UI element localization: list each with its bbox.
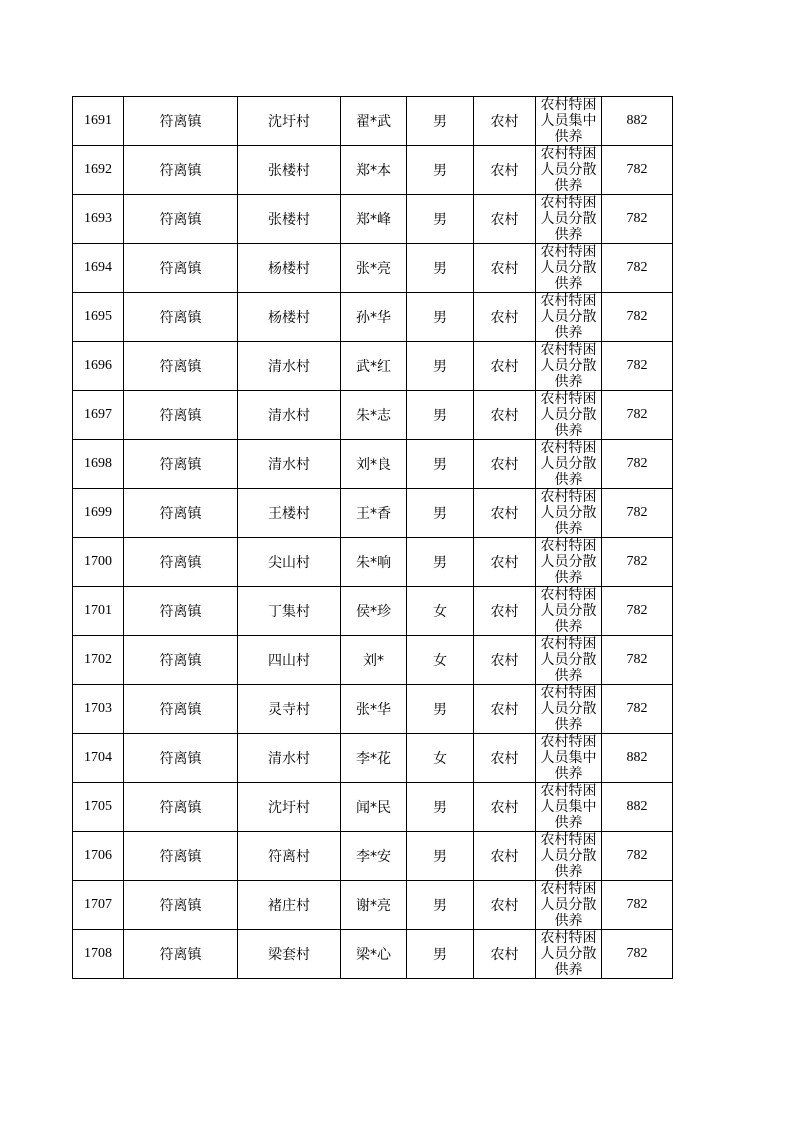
cell-amount: 782 (602, 587, 673, 636)
cell-amount: 782 (602, 636, 673, 685)
cell-village: 张楼村 (238, 195, 341, 244)
cell-area: 农村 (474, 832, 536, 881)
cell-town: 符离镇 (124, 146, 238, 195)
cell-area: 农村 (474, 146, 536, 195)
cell-type-text: 农村特困人员分散供养 (540, 146, 597, 194)
cell-gender: 男 (407, 342, 474, 391)
cell-name: 刘* (341, 636, 407, 685)
cell-type (536, 881, 602, 930)
cell-gender: 男 (407, 244, 474, 293)
cell-id: 1693 (73, 195, 124, 244)
table-body (73, 97, 673, 979)
table-row (73, 685, 673, 734)
cell-gender: 男 (407, 440, 474, 489)
cell-amount: 782 (602, 244, 673, 293)
cell-village: 清水村 (238, 440, 341, 489)
cell-id: 1694 (73, 244, 124, 293)
table-row (73, 244, 673, 293)
cell-name: 李*安 (341, 832, 407, 881)
cell-village: 杨楼村 (238, 293, 341, 342)
cell-village: 四山村 (238, 636, 341, 685)
table-row (73, 195, 673, 244)
cell-name: 武*红 (341, 342, 407, 391)
cell-type (536, 440, 602, 489)
table-row (73, 783, 673, 832)
cell-village: 丁集村 (238, 587, 341, 636)
cell-id: 1703 (73, 685, 124, 734)
cell-area: 农村 (474, 783, 536, 832)
cell-id: 1697 (73, 391, 124, 440)
cell-type-text: 农村特困人员集中供养 (540, 783, 597, 831)
table-row (73, 636, 673, 685)
cell-type (536, 538, 602, 587)
cell-amount: 782 (602, 832, 673, 881)
cell-type-text: 农村特困人员分散供养 (540, 881, 597, 929)
cell-village: 沈圩村 (238, 783, 341, 832)
cell-type-text: 农村特困人员分散供养 (540, 440, 597, 488)
cell-gender: 女 (407, 636, 474, 685)
cell-type (536, 685, 602, 734)
cell-area: 农村 (474, 685, 536, 734)
table-row (73, 146, 673, 195)
cell-id: 1698 (73, 440, 124, 489)
cell-name: 郑*峰 (341, 195, 407, 244)
cell-town: 符离镇 (124, 881, 238, 930)
cell-village: 清水村 (238, 391, 341, 440)
cell-type (536, 587, 602, 636)
cell-village: 张楼村 (238, 146, 341, 195)
cell-amount: 882 (602, 734, 673, 783)
cell-area: 农村 (474, 587, 536, 636)
cell-gender: 男 (407, 391, 474, 440)
cell-town: 符离镇 (124, 440, 238, 489)
cell-area: 农村 (474, 734, 536, 783)
cell-village: 清水村 (238, 734, 341, 783)
cell-town: 符离镇 (124, 930, 238, 979)
cell-type-text: 农村特困人员分散供养 (540, 538, 597, 586)
cell-type (536, 489, 602, 538)
cell-town: 符离镇 (124, 195, 238, 244)
cell-name: 刘*良 (341, 440, 407, 489)
cell-village: 王楼村 (238, 489, 341, 538)
cell-village: 梁套村 (238, 930, 341, 979)
cell-town: 符离镇 (124, 636, 238, 685)
cell-town: 符离镇 (124, 587, 238, 636)
cell-gender: 男 (407, 930, 474, 979)
cell-type (536, 293, 602, 342)
cell-name: 张*华 (341, 685, 407, 734)
cell-name: 侯*珍 (341, 587, 407, 636)
cell-village: 符离村 (238, 832, 341, 881)
cell-id: 1692 (73, 146, 124, 195)
cell-type (536, 342, 602, 391)
cell-amount: 782 (602, 195, 673, 244)
cell-gender: 男 (407, 685, 474, 734)
cell-amount: 782 (602, 881, 673, 930)
cell-gender: 男 (407, 293, 474, 342)
cell-amount: 782 (602, 391, 673, 440)
table-row (73, 293, 673, 342)
cell-village: 杨楼村 (238, 244, 341, 293)
cell-id: 1699 (73, 489, 124, 538)
table-row (73, 832, 673, 881)
table-row (73, 930, 673, 979)
cell-type (536, 195, 602, 244)
cell-amount: 782 (602, 489, 673, 538)
cell-type-text: 农村特困人员分散供养 (540, 489, 597, 537)
cell-amount: 782 (602, 930, 673, 979)
cell-gender: 男 (407, 146, 474, 195)
cell-name: 梁*心 (341, 930, 407, 979)
cell-type-text: 农村特困人员分散供养 (540, 244, 597, 292)
cell-area: 农村 (474, 881, 536, 930)
cell-id: 1707 (73, 881, 124, 930)
cell-area: 农村 (474, 391, 536, 440)
cell-town: 符离镇 (124, 391, 238, 440)
cell-id: 1708 (73, 930, 124, 979)
table-row (73, 489, 673, 538)
cell-town: 符离镇 (124, 783, 238, 832)
cell-area: 农村 (474, 97, 536, 146)
cell-town: 符离镇 (124, 97, 238, 146)
cell-name: 谢*亮 (341, 881, 407, 930)
cell-id: 1702 (73, 636, 124, 685)
table-row (73, 538, 673, 587)
cell-village: 尖山村 (238, 538, 341, 587)
cell-type (536, 97, 602, 146)
data-table (72, 96, 673, 979)
cell-type (536, 783, 602, 832)
cell-name: 翟*武 (341, 97, 407, 146)
cell-village: 灵寺村 (238, 685, 341, 734)
cell-area: 农村 (474, 342, 536, 391)
cell-gender: 男 (407, 832, 474, 881)
cell-area: 农村 (474, 293, 536, 342)
cell-gender: 男 (407, 783, 474, 832)
cell-gender: 男 (407, 538, 474, 587)
cell-id: 1696 (73, 342, 124, 391)
cell-area: 农村 (474, 538, 536, 587)
cell-amount: 782 (602, 538, 673, 587)
cell-id: 1695 (73, 293, 124, 342)
cell-town: 符离镇 (124, 244, 238, 293)
cell-area: 农村 (474, 489, 536, 538)
cell-gender: 男 (407, 881, 474, 930)
cell-id: 1701 (73, 587, 124, 636)
cell-id: 1691 (73, 97, 124, 146)
cell-type-text: 农村特困人员分散供养 (540, 930, 597, 978)
cell-type-text: 农村特困人员分散供养 (540, 342, 597, 390)
table-row (73, 881, 673, 930)
cell-town: 符离镇 (124, 685, 238, 734)
cell-gender: 男 (407, 489, 474, 538)
table-row (73, 391, 673, 440)
cell-type-text: 农村特困人员分散供养 (540, 293, 597, 341)
table-row (73, 97, 673, 146)
cell-name: 张*亮 (341, 244, 407, 293)
cell-type (536, 391, 602, 440)
cell-amount: 782 (602, 685, 673, 734)
cell-type (536, 146, 602, 195)
cell-gender: 男 (407, 97, 474, 146)
cell-name: 朱*志 (341, 391, 407, 440)
cell-type (536, 930, 602, 979)
cell-name: 闻*民 (341, 783, 407, 832)
cell-type (536, 244, 602, 293)
cell-name: 李*花 (341, 734, 407, 783)
cell-type-text: 农村特困人员分散供养 (540, 832, 597, 880)
cell-amount: 782 (602, 342, 673, 391)
cell-town: 符离镇 (124, 832, 238, 881)
cell-area: 农村 (474, 636, 536, 685)
table-row (73, 587, 673, 636)
cell-village: 清水村 (238, 342, 341, 391)
cell-type (536, 734, 602, 783)
cell-type-text: 农村特困人员分散供养 (540, 391, 597, 439)
cell-gender: 男 (407, 195, 474, 244)
cell-type (536, 832, 602, 881)
cell-village: 褚庄村 (238, 881, 341, 930)
table-row (73, 440, 673, 489)
cell-area: 农村 (474, 195, 536, 244)
cell-town: 符离镇 (124, 538, 238, 587)
cell-type-text: 农村特困人员分散供养 (540, 195, 597, 243)
cell-village: 沈圩村 (238, 97, 341, 146)
cell-amount: 882 (602, 97, 673, 146)
cell-type-text: 农村特困人员分散供养 (540, 685, 597, 733)
cell-amount: 882 (602, 783, 673, 832)
cell-type-text: 农村特困人员分散供养 (540, 587, 597, 635)
cell-amount: 782 (602, 440, 673, 489)
cell-name: 朱*响 (341, 538, 407, 587)
cell-area: 农村 (474, 930, 536, 979)
cell-type-text: 农村特困人员集中供养 (540, 734, 597, 782)
cell-type (536, 636, 602, 685)
cell-id: 1700 (73, 538, 124, 587)
cell-name: 郑*本 (341, 146, 407, 195)
cell-id: 1705 (73, 783, 124, 832)
cell-gender: 女 (407, 734, 474, 783)
cell-amount: 782 (602, 146, 673, 195)
table-row (73, 734, 673, 783)
cell-name: 孙*华 (341, 293, 407, 342)
cell-town: 符离镇 (124, 342, 238, 391)
cell-gender: 女 (407, 587, 474, 636)
cell-amount: 782 (602, 293, 673, 342)
cell-id: 1704 (73, 734, 124, 783)
cell-name: 王*香 (341, 489, 407, 538)
cell-town: 符离镇 (124, 293, 238, 342)
cell-type-text: 农村特困人员集中供养 (540, 97, 597, 145)
cell-town: 符离镇 (124, 734, 238, 783)
cell-area: 农村 (474, 440, 536, 489)
cell-id: 1706 (73, 832, 124, 881)
cell-type-text: 农村特困人员分散供养 (540, 636, 597, 684)
table-row (73, 342, 673, 391)
cell-area: 农村 (474, 244, 536, 293)
cell-town: 符离镇 (124, 489, 238, 538)
